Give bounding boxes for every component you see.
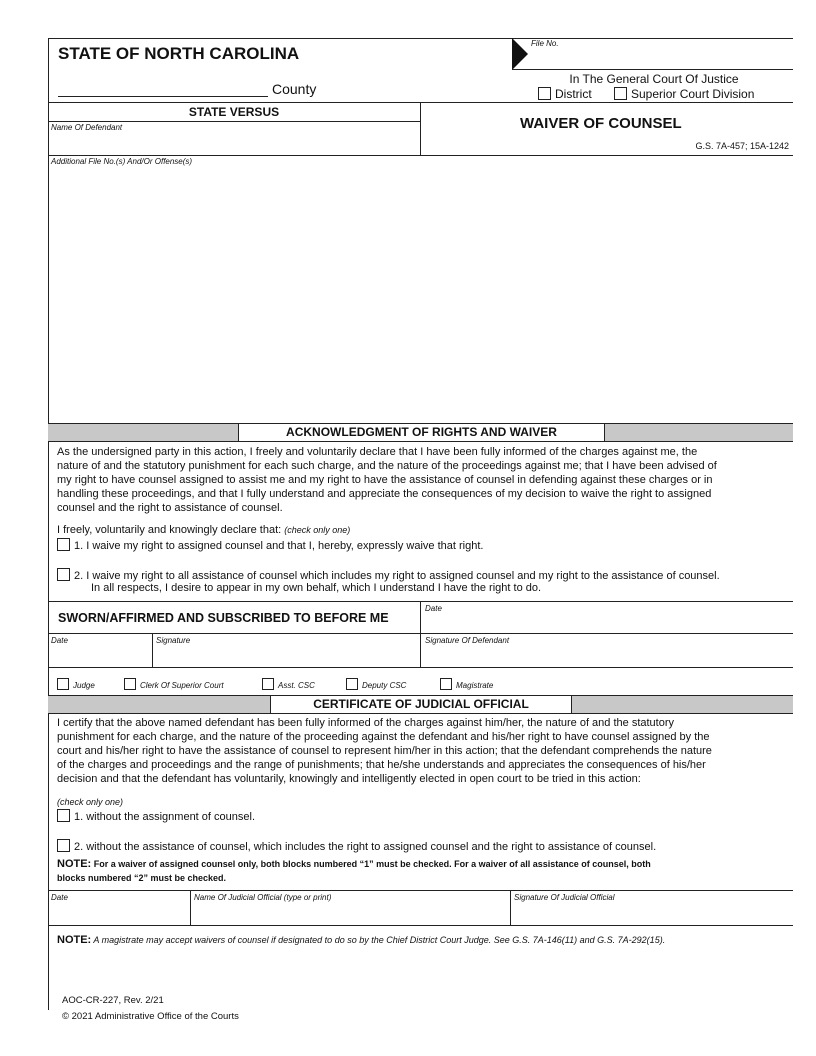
state-title: STATE OF NORTH CAROLINA bbox=[58, 44, 300, 63]
divider bbox=[420, 102, 421, 155]
divider bbox=[48, 121, 420, 122]
cert-option-1[interactable] bbox=[57, 809, 255, 823]
official-signature-label: Signature Of Judicial Official bbox=[514, 893, 615, 902]
text-line: nature of and the statutory punishment for each such charge, and the nature of the proceedings against me; that I have been advised of bbox=[57, 459, 717, 472]
sworn-heading: SWORN/AFFIRMED AND SUBSCRIBED TO BEFORE ME bbox=[58, 611, 389, 625]
text-line: I certify that the above named defendant has been fully informed of the charges against him/her, the nature of and the statutory bbox=[57, 717, 674, 729]
checkbox[interactable] bbox=[262, 678, 274, 690]
divider bbox=[48, 667, 793, 668]
divider bbox=[152, 633, 153, 667]
defendant-field[interactable] bbox=[50, 132, 418, 154]
state-versus: STATE VERSUS bbox=[188, 105, 280, 119]
judge-checkbox[interactable] bbox=[57, 678, 95, 690]
checkbox[interactable] bbox=[57, 678, 69, 690]
divider bbox=[48, 633, 793, 634]
signature-defendant-label: Signature Of Defendant bbox=[425, 636, 510, 645]
cert-note bbox=[57, 857, 787, 885]
text-line: my right to have counsel assigned to assist me and my right to have the assistance of counsel in defending against these charges or in bbox=[57, 473, 713, 486]
date-label: Date bbox=[425, 604, 442, 613]
county-label: County bbox=[272, 81, 317, 97]
magistrate-note bbox=[57, 934, 665, 946]
defendant-label: Name Of Defendant bbox=[51, 123, 123, 132]
option-label: Magistrate bbox=[456, 681, 494, 690]
option-label: Judge bbox=[73, 681, 95, 690]
checkbox[interactable] bbox=[57, 538, 70, 551]
divider bbox=[48, 925, 793, 926]
date-label: Date bbox=[51, 636, 68, 645]
divider bbox=[510, 890, 511, 925]
ack-option-2[interactable] bbox=[57, 568, 720, 582]
note-label: NOTE: bbox=[57, 934, 92, 946]
option-label-cont: In all respects, I desire to appear in my own behalf, which I understand I have the right to do. bbox=[91, 582, 542, 594]
ack-band bbox=[48, 423, 793, 442]
file-no-label: File No. bbox=[531, 39, 559, 48]
option-label: Deputy CSC bbox=[362, 681, 407, 690]
asst-csc-checkbox[interactable] bbox=[262, 678, 315, 690]
clerk-checkbox[interactable] bbox=[124, 678, 224, 690]
text-line: As the undersigned party in this action, I freely and voluntarily declare that I have been fully informed of the charges against me, the bbox=[57, 446, 698, 458]
check-one: (check only one) bbox=[284, 525, 351, 535]
check-one: (check only one) bbox=[57, 797, 124, 807]
divider bbox=[48, 890, 793, 891]
option-label: Asst. CSC bbox=[278, 681, 315, 690]
checkbox[interactable] bbox=[538, 87, 551, 100]
divider bbox=[420, 601, 421, 667]
option-label: 1. I waive my right to assigned counsel and that I, hereby, expressly waive that right. bbox=[74, 540, 484, 552]
text-line: of the charges and proceedings and the range of punishments; that he/she understands and appreciates the consequences of his/her bbox=[57, 758, 706, 771]
copyright: © 2021 Administrative Office of the Courts bbox=[62, 1011, 239, 1022]
text-line: court and his/her right to have the assistance of counsel to represent him/her in this action; that the defendant comprehends the nature bbox=[57, 744, 712, 757]
ack-option-1[interactable] bbox=[57, 538, 483, 552]
divider bbox=[48, 38, 793, 39]
district-label: District bbox=[555, 87, 592, 101]
text-line: handling these proceedings, and that I fully understand and appreciate the consequences of my decision to waive the right to assigned bbox=[57, 487, 712, 500]
statute: G.S. 7A-457; 15A-1242 bbox=[695, 141, 789, 151]
cert-band bbox=[48, 695, 793, 714]
checkbox[interactable] bbox=[346, 678, 358, 690]
left-border bbox=[48, 38, 49, 1010]
note-text: A magistrate may accept waivers of counsel if designated to do so by the Chief District Court Judge. See G.S. 7A-146(11) and G.S. 7A-292(15). bbox=[93, 935, 666, 945]
divider bbox=[190, 890, 191, 925]
note-text: For a waiver of assigned counsel only, both blocks numbered “1” must be checked. For a waiver of all assistance of counsel, both bbox=[93, 859, 651, 869]
option-label: 1. without the assignment of counsel. bbox=[74, 811, 255, 823]
text-line: counsel and the right to assistance of counsel. bbox=[57, 501, 283, 514]
checkbox[interactable] bbox=[124, 678, 136, 690]
form-number: AOC-CR-227, Rev. 2/21 bbox=[62, 995, 164, 1006]
additional-label: Additional File No.(s) And/Or Offense(s) bbox=[51, 157, 193, 166]
option-label: 2. I waive my right to all assistance of counsel which includes my right to assigned counsel and my right to the assistance of counsel. bbox=[74, 570, 720, 582]
form-title: WAIVER OF COUNSEL bbox=[520, 115, 682, 132]
arrow-icon bbox=[512, 38, 528, 70]
declare: I freely, voluntarily and knowingly declare that: bbox=[57, 524, 282, 536]
checkbox[interactable] bbox=[57, 568, 70, 581]
cert-text bbox=[57, 717, 787, 787]
option-label: 2. without the assistance of counsel, which includes the right to assigned counsel and the right to assistance of counsel. bbox=[74, 841, 657, 853]
superior-checkbox[interactable] bbox=[614, 87, 754, 101]
signature-label: Signature bbox=[156, 636, 191, 645]
deputy-csc-checkbox[interactable] bbox=[346, 678, 406, 690]
option-label: Clerk Of Superior Court bbox=[140, 681, 224, 690]
date-label: Date bbox=[51, 893, 68, 902]
ack-heading: ACKNOWLEDGMENT OF RIGHTS AND WAIVER bbox=[238, 423, 605, 442]
official-name-label: Name Of Judicial Official (type or print) bbox=[194, 893, 332, 902]
checkbox[interactable] bbox=[614, 87, 627, 100]
cert-option-2[interactable] bbox=[57, 839, 656, 853]
cert-heading: CERTIFICATE OF JUDICIAL OFFICIAL bbox=[270, 695, 572, 714]
checkbox[interactable] bbox=[440, 678, 452, 690]
court-label: In The General Court Of Justice bbox=[569, 72, 739, 86]
text-line: punishment for each charge, and the nature of the proceeding against the defendant and his/her right to have counsel assigned by the bbox=[57, 730, 710, 743]
checkbox[interactable] bbox=[57, 809, 70, 822]
additional-field[interactable] bbox=[50, 168, 790, 420]
superior-label: Superior Court Division bbox=[631, 87, 755, 101]
divider bbox=[512, 69, 793, 70]
district-checkbox[interactable] bbox=[538, 87, 592, 101]
magistrate-checkbox[interactable] bbox=[440, 678, 493, 690]
note-label: NOTE: bbox=[57, 858, 92, 870]
county-field[interactable] bbox=[58, 96, 268, 97]
checkbox[interactable] bbox=[57, 839, 70, 852]
file-no-field[interactable] bbox=[531, 48, 793, 68]
note-text: blocks numbered “2” must be checked. bbox=[57, 873, 227, 883]
ack-text bbox=[57, 446, 787, 516]
declare-text bbox=[57, 524, 350, 536]
text-line: decision and that the defendant has voluntarily, knowingly and intelligently elected in open court to be tried in this action: bbox=[57, 772, 641, 785]
divider bbox=[48, 155, 793, 156]
